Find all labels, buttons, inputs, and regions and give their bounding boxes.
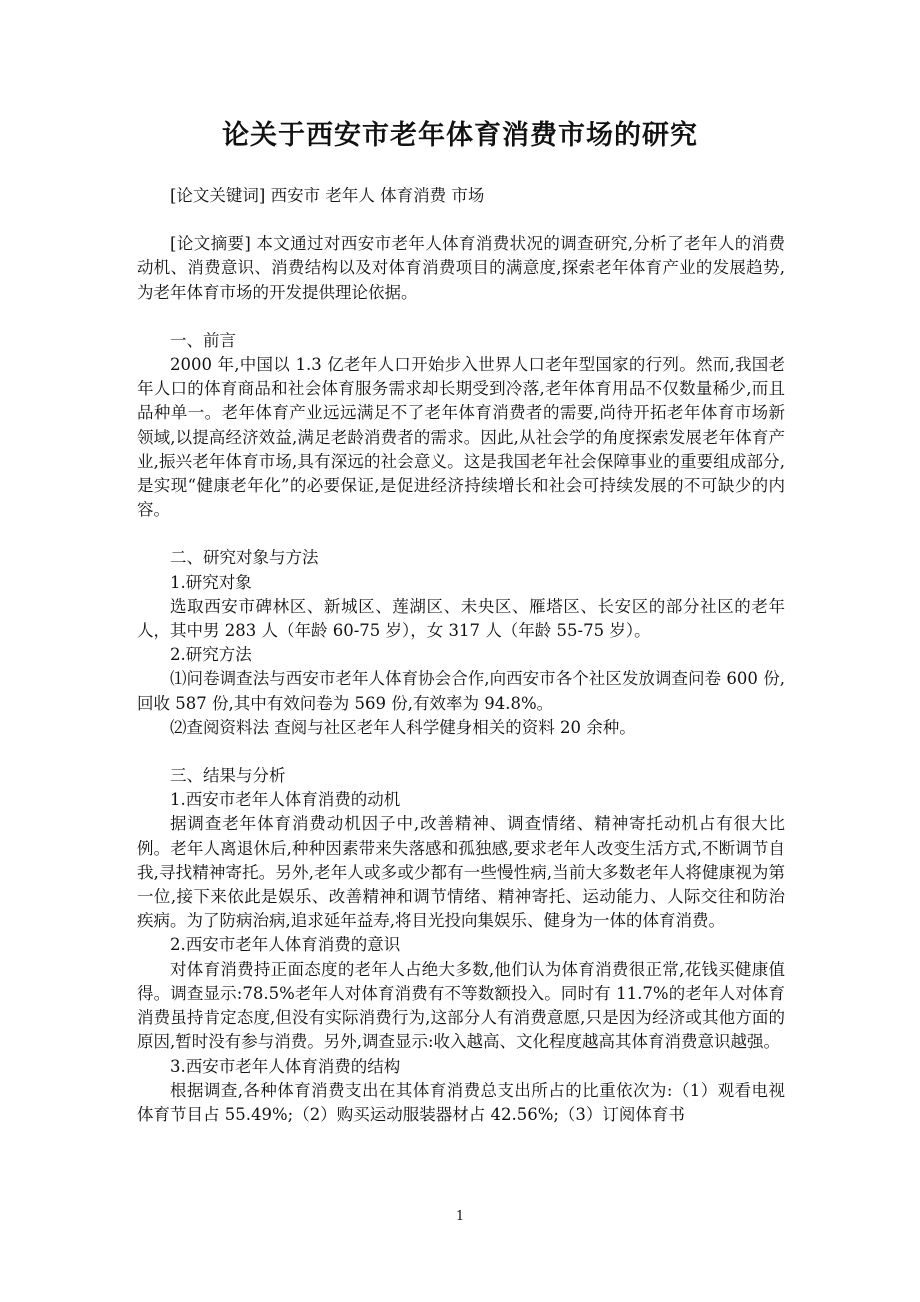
structure-heading: 3.西安市老年人体育消费的结构: [170, 1056, 401, 1076]
intro-heading: 一、前言: [170, 330, 236, 350]
keywords: [论文关键词] 西安市 老年人 体育消费 市场: [170, 186, 485, 205]
paper-title: 论关于西安市老年体育消费市场的研究: [222, 120, 698, 151]
motive-heading: 1.西安市老年人体育消费的动机: [170, 790, 401, 810]
document-body: [137, 184, 785, 1127]
motive-paragraph: 据调查老年体育消费动机因子中,改善精神、调查情绪、精神寄托动机占有很大比例。老年人离退休后,种种因素带来失落感和孤独感,要求老年人改变生活方式,不断调节自我,寻找精神寄托。另外,老年人或多或少都有一些慢性病,当前大多数老年人将健康视为第一位,接下来依此是娱乐、改善精神和调节情绪、精神寄托、运动能力、人际交往和防治疾病。为了防病治病,追求延年益寿,将目光投向集娱乐、健身为一体的体育消费。: [137, 814, 785, 931]
method-item-2: ⑵查阅资料法 查阅与社区老年人科学健身相关的资料 20 余种。: [170, 717, 636, 737]
page-number: 1: [455, 1209, 465, 1224]
abstract: [论文摘要] 本文通过对西安市老年人体育消费状况的调查研究,分析了老年人的消费动机、消费意识、消费结构以及对体育消费项目的满意度,探索老年体育产业的发展趋势,为老年体育市场的开发提供理论依据。: [137, 234, 785, 302]
awareness-heading: 2.西安市老年人体育消费的意识: [170, 935, 401, 955]
intro-paragraph: 2000 年,中国以 1.3 亿老年人口开始步入世界人口老年型国家的行列。然而,我国老年人口的体育商品和社会体育服务需求却长期受到冷落,老年体育用品不仅数量稀少,而且品种单一。老年体育产业远远满足不了老年体育消费者的需要,尚待开拓老年体育市场新领域,以提高经济效益,满足老龄消费者的需求。因此,从社会学的角度探索发展老年体育产业,振兴老年体育市场,具有深远的社会意义。这是我国老年社会保障事业的重要组成部分,是实现“健康老年化”的必要保证,是促进经济持续增长和社会可持续发展的不可缺少的内容。: [137, 355, 785, 520]
subject-heading: 1.研究对象: [170, 572, 252, 592]
method-subheading: 2.研究方法: [170, 645, 252, 665]
results-heading: 三、结果与分析: [170, 766, 286, 786]
method-heading: 二、研究对象与方法: [170, 548, 319, 568]
structure-paragraph: 根据调查,各种体育消费支出在其体育消费总支出所占的比重依次为:（1）观看电视体育节目占 55.49%;（2）购买运动服装器材占 42.56%;（3）订阅体育书: [137, 1080, 785, 1124]
method-item-1: ⑴问卷调查法与西安市老年人体育协会合作,向西安市各个社区发放调查问卷 600 份,回收 587 份,其中有效问卷为 569 份,有效率为 94.8%。: [137, 669, 785, 713]
subject-paragraph: 选取西安市碑林区、新城区、莲湖区、未央区、雁塔区、长安区的部分社区的老年人，其中男 283 人（年龄 60-75 岁），女 317 人（年龄 55-75 岁）。: [137, 596, 785, 641]
awareness-paragraph: 对体育消费持正面态度的老年人占绝大多数,他们认为体育消费很正常,花钱买健康值得。调查显示:78.5%老年人对体育消费有不等数额投入。同时有 11.7%的老年人对体育消费虽持肯定态度,但没有实际消费行为,这部分人有消费意愿,只是因为经济或其他方面的原因,暂时没有参与消费。另外,调查显示:收入越高、文化程度越高其体育消费意识越强。: [137, 959, 785, 1052]
